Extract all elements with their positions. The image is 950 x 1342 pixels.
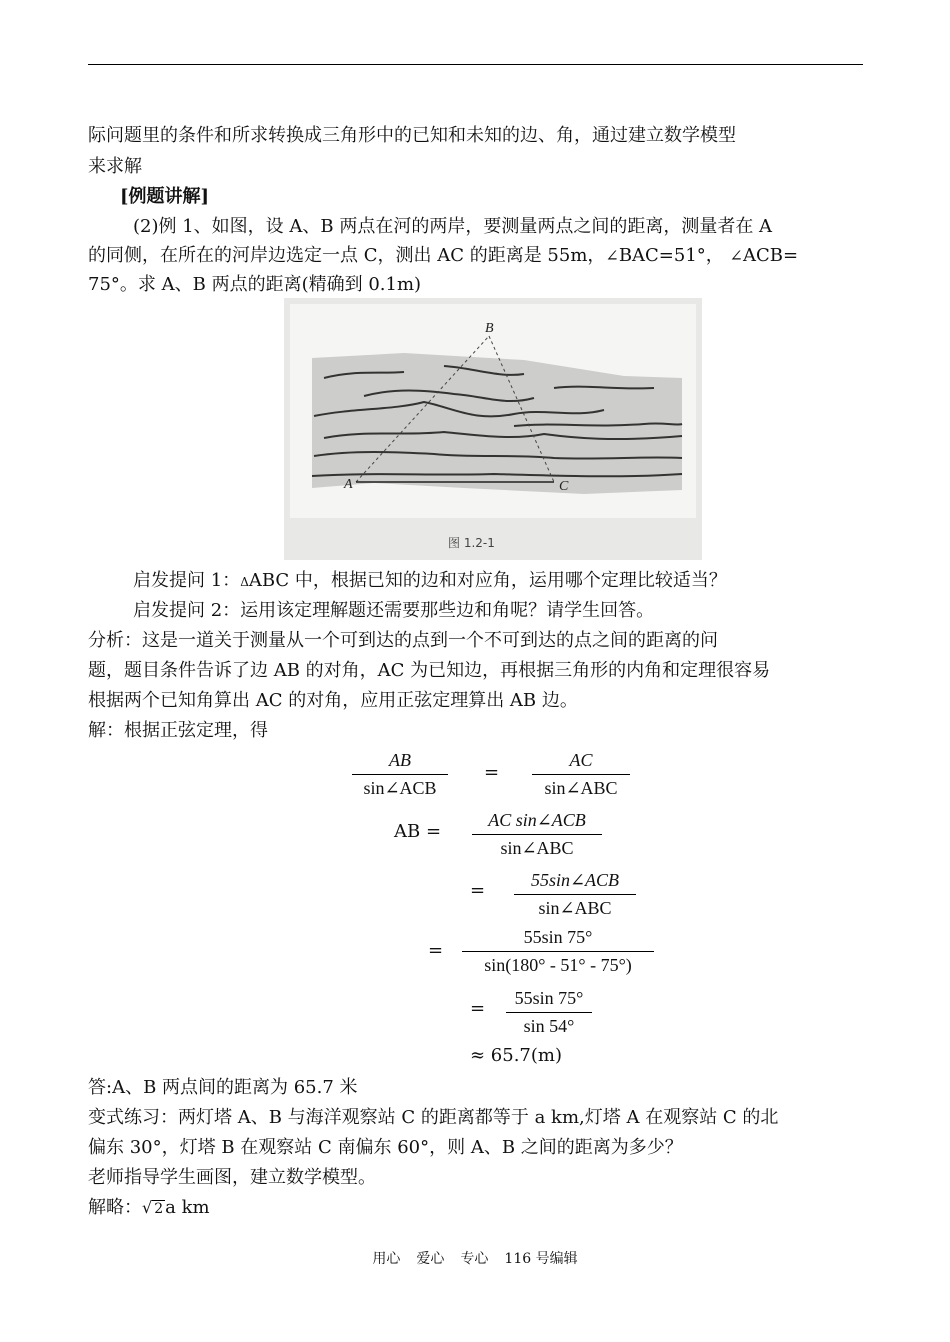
text-line: 启发提问 2：运用该定理解题还需要那些边和角呢？请学生回答。	[133, 600, 655, 621]
approx-result: ≈ 65.7(m)	[470, 1045, 562, 1066]
text-line: 变式练习：两灯塔 A、B 与海洋观察站 C 的距离都等于 a km,灯塔 A 在观察站 C 的北	[88, 1107, 779, 1128]
text-fragment: ABC 中，根据已知的边和对应角，运用哪个定理比较适当？	[248, 570, 727, 591]
footer-text: 专心	[460, 1251, 489, 1267]
text-fragment: 的同侧，在所在的河岸边选定一点 C，测出 AC 的距离是 55m，	[88, 245, 606, 266]
page-footer	[0, 1248, 950, 1268]
text-fragment: 解略：	[88, 1197, 142, 1218]
label-b: B	[485, 321, 494, 336]
text-line	[133, 568, 727, 595]
fraction-step-3	[462, 927, 654, 976]
text-line: 解：根据正弦定理，得	[88, 720, 268, 741]
label-c: C	[559, 479, 569, 494]
text-line: 根据两个已知角算出 AC 的对角，应用正弦定理算出 AB 边。	[88, 690, 578, 711]
fraction-step-4	[506, 988, 592, 1037]
equals-sign: =	[470, 998, 486, 1019]
radicand: 2	[154, 1201, 164, 1217]
text-fragment: 51°，	[673, 245, 724, 266]
text-fragment: 启发提问 1：	[133, 570, 241, 591]
fraction-ab-over-sinacb	[352, 750, 448, 799]
denominator: sin∠ABC	[500, 838, 574, 858]
text-line: 75°。求 A、B 两点的距离(精确到 0.1m)	[88, 274, 422, 295]
text-line: 题，题目条件告诉了边 AB 的对角，AC 为已知边，再根据三角形的内角和定理很容易	[88, 660, 771, 681]
numerator: AC sin∠ACB	[472, 810, 602, 835]
numerator: AB	[352, 750, 448, 775]
angle-icon: ∠	[729, 246, 743, 265]
text-line: 来求解	[88, 156, 142, 177]
text-fragment: BAC=	[618, 245, 674, 266]
equals-sign: =	[428, 940, 444, 961]
numerator: 55sin∠ACB	[514, 870, 636, 895]
text-line: 偏东 30°，灯塔 B 在观察站 C 南偏东 60°，则 A、B 之间的距离为多少？	[88, 1137, 683, 1158]
text-line: 老师指导学生画图，建立数学模型。	[88, 1167, 376, 1188]
numerator: 55sin 75°	[462, 927, 654, 952]
fraction-step-1	[472, 810, 602, 859]
denominator: sin(180° - 51° - 75°)	[484, 955, 632, 975]
text-line	[88, 243, 798, 269]
denominator: sin∠ABC	[544, 778, 618, 798]
fraction-ac-over-sinabc	[532, 750, 630, 799]
river-figure	[284, 298, 702, 560]
footer-text: 爱心	[416, 1251, 445, 1267]
numerator: AC	[532, 750, 630, 775]
text-line: 际问题里的条件和所求转换成三角形中的已知和未知的边、角，通过建立数学模型	[88, 125, 736, 146]
footer-text: 116 号编辑	[504, 1251, 578, 1267]
numerator: 55sin 75°	[506, 988, 592, 1013]
equals-sign: =	[470, 880, 486, 901]
angle-icon: ∠	[605, 246, 619, 265]
equals-sign: =	[484, 762, 500, 783]
denominator: sin∠ABC	[538, 898, 612, 918]
text-line: 分析：这是一道关于测量从一个可到达的点到一个不可到达的点之间的距离的问	[88, 630, 718, 651]
section-heading: [例题讲解]	[120, 186, 210, 207]
header-rule	[88, 64, 863, 65]
text-fragment: a km	[165, 1197, 210, 1218]
text-line: (2)例 1、如图，设 A、B 两点在河的两岸，要测量两点之间的距离，测量者在 A	[133, 216, 773, 237]
figure-caption: 图 1.2-1	[448, 536, 495, 550]
text-line: 答:A、B 两点间的距离为 65.7 米	[88, 1077, 358, 1098]
label-a: A	[344, 477, 353, 492]
footer-text: 用心	[372, 1251, 401, 1267]
ab-equals: AB =	[394, 821, 442, 842]
denominator: sin∠ACB	[363, 778, 437, 798]
text-fragment: ACB=	[742, 245, 799, 266]
fraction-step-2	[514, 870, 636, 919]
denominator: sin 54°	[523, 1016, 575, 1036]
text-line	[88, 1195, 210, 1222]
triangle-icon: Δ	[240, 575, 249, 589]
sqrt-icon: √ 2	[142, 1198, 164, 1217]
